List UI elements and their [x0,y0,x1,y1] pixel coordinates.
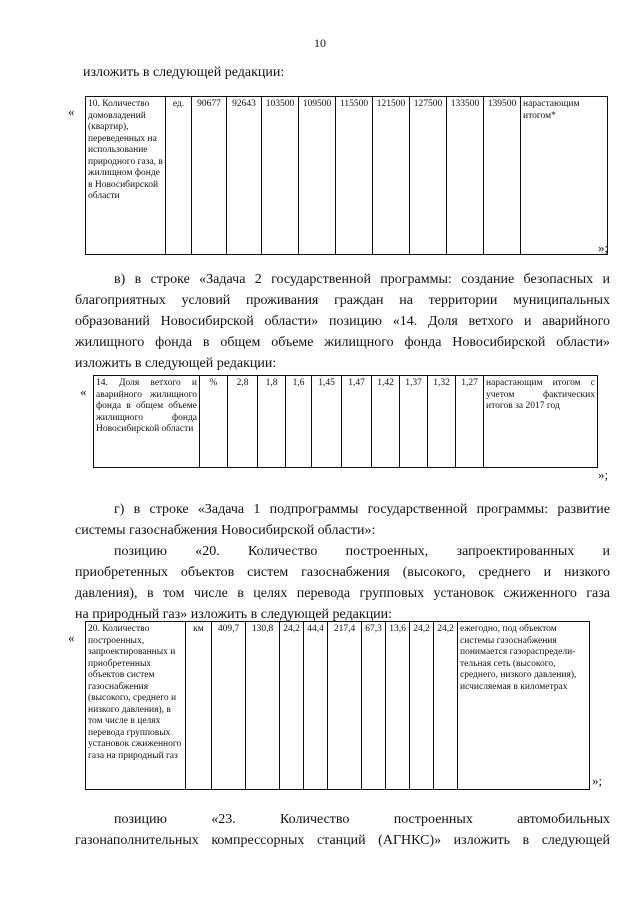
para-g-line: системы газоснабжения Новосибирской области»: [75,523,376,538]
value-cell: 409,7 [212,622,246,790]
value-cell: 1,45 [312,376,342,468]
unit-cell: км [186,622,212,790]
value-cell: 13,6 [386,622,410,790]
unit-cell: % [200,376,228,468]
value-cell: 1,8 [258,376,286,468]
value-cell: 2,8 [228,376,258,468]
value-cell: 139500 [484,97,521,255]
value-cell: 1,6 [286,376,312,468]
value-cell: 127500 [410,97,447,255]
para-b-line: жилищного фонда в общем объеме жилищного фонда Новосибирской области» [75,335,610,350]
value-cell: 103500 [262,97,299,255]
unit-cell: ед. [166,97,192,255]
para-g-line: приобретенных объектов систем газоснабжения (высокого, среднего и низкого [75,565,610,580]
value-cell: 217,4 [328,622,362,790]
open-quote-3: « [68,630,75,645]
value-cell: 109500 [299,97,336,255]
note-cell: нарастающим итогом* [521,97,608,255]
close-quote-1: »; [598,240,609,255]
indicator-table-10 [85,96,608,255]
value-cell: 121500 [373,97,410,255]
value-cell: 133500 [447,97,484,255]
para-g-line: позицию «20. Количество построенных, запроектированных и [114,544,610,559]
indicator-name-cell: 10. Количество домовладений (квартир), переведенных на использование природного газа, в жилищном фонде в Новосибирской области [86,97,166,255]
open-quote-1: « [68,104,75,119]
value-cell: 44,4 [304,622,328,790]
close-quote-3: »; [592,773,603,788]
para-b-line: образований Новосибирской области» позицию «14. Доля ветхого и аварийного [75,314,610,329]
para-g-line: г) в строке «Задача 1 подпрограммы государственной программы: развитие [114,502,610,517]
para-last-line: газонаполнительных компрессорных станций (АГНКС)» изложить в следующей [75,833,610,848]
value-cell: 115500 [336,97,373,255]
indicator-table-20 [85,621,590,790]
intro-line: изложить в следующей редакции: [83,65,285,80]
value-cell: 130,8 [246,622,280,790]
page-number: 10 [314,36,326,50]
value-cell: 67,3 [362,622,386,790]
value-cell: 24,2 [280,622,304,790]
value-cell: 90677 [192,97,227,255]
value-cell: 1,42 [372,376,400,468]
para-g-line: давления), в том числе в целях перевода групповых установок сжиженного газа [75,586,610,601]
value-cell: 92643 [227,97,262,255]
para-b-line: благоприятных условий проживания граждан на территории муниципальных [75,293,610,308]
note-cell: ежегодно, под объектом системы газоснабжения понимается газораспредели-тельная сеть (высокого, среднего, низкого давления), исчисляемая в километрах [458,622,590,790]
indicator-name-cell: 14. Доля ветхого и аварийного жилищного фонда в общем объеме жилищного фонда Новосибирской области [94,376,200,468]
value-cell: 1,47 [342,376,372,468]
value-cell: 1,27 [456,376,484,468]
indicator-table-14 [93,375,598,468]
close-quote-2: »; [598,467,609,482]
open-quote-2: « [80,384,87,399]
value-cell: 1,32 [428,376,456,468]
para-g-line: на природный газ» изложить в следующей редакции: [75,607,393,622]
note-cell: нарастающим итогом с учетом фактических итогов за 2017 год [484,376,598,468]
para-b-line: в) в строке «Задача 2 государственной программы: создание безопасных и [114,272,610,287]
indicator-name-cell: 20. Количество построенных, запроектированных и приобретенных объектов систем газоснабжения (высокого, среднего и низкого давления), в том числе в целях перевода групповых установок сжиженного газа на природный газ [86,622,186,790]
para-b-line: изложить в следующей редакции: [75,356,277,371]
para-last-line: позицию «23. Количество построенных автомобильных [114,812,610,827]
value-cell: 1,37 [400,376,428,468]
value-cell: 24,2 [434,622,458,790]
value-cell: 24,2 [410,622,434,790]
